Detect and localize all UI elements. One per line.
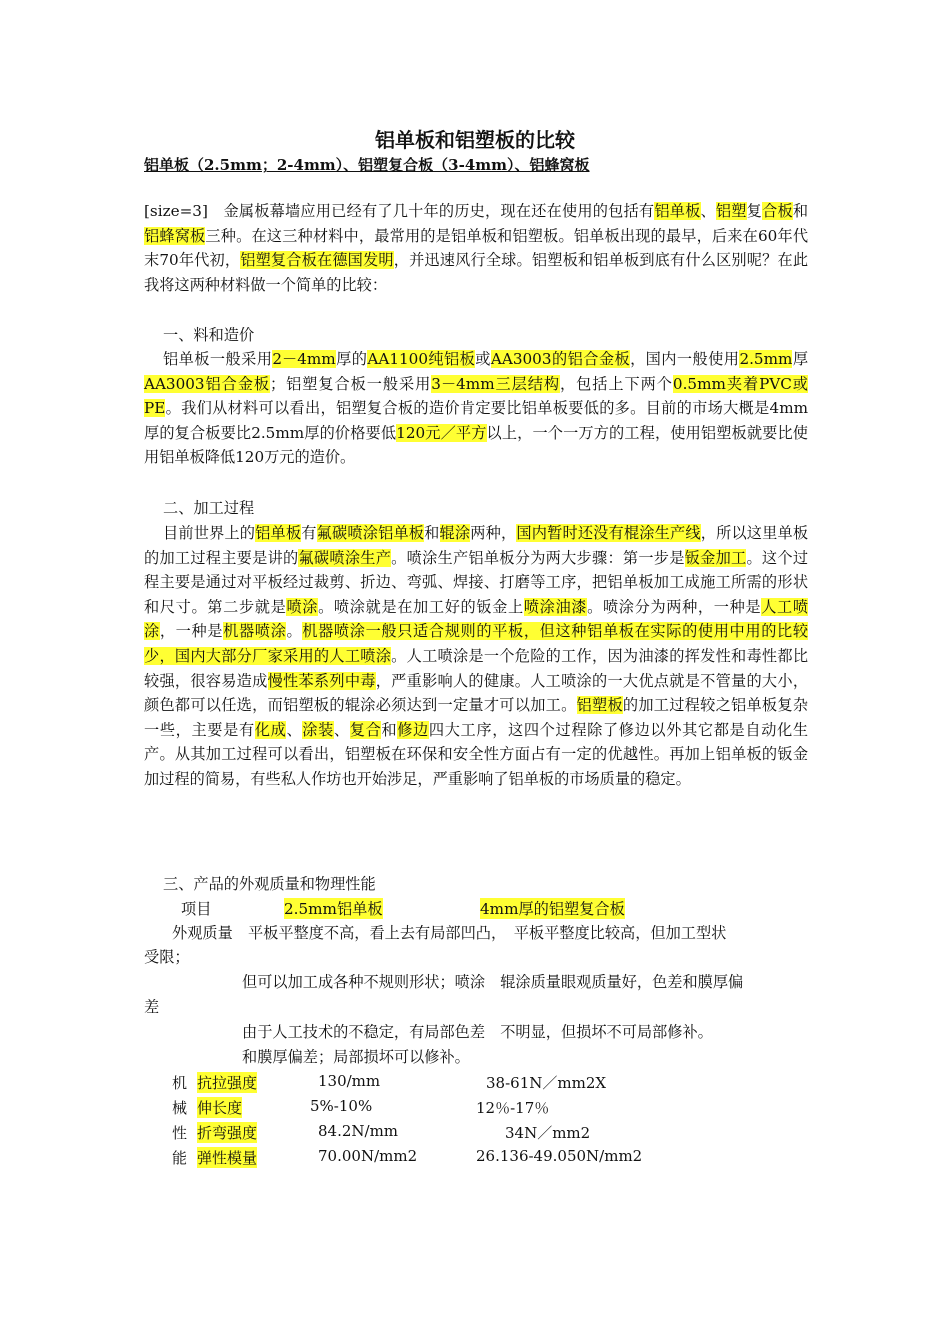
text-run: ，国内一般使用 (630, 350, 740, 368)
text-run: 两种， (470, 524, 517, 542)
text-run: [size=3] 金属板幕墙应用已经有了几十年的历史，现在还在使用的包括有 (144, 202, 655, 220)
text-run: 以上，一个一万方的工程，使用铝塑板就要比使用铝单板降低120万元的造价。 (144, 423, 808, 467)
highlighted-text: 辊涂 (439, 524, 471, 542)
text-run: 和 (381, 720, 398, 739)
section-1-paragraph (144, 347, 808, 470)
text-run: ，严重影响人的健康。人工喷涂的一大优点就是不管量的大小，颜色都可以任选，而铝塑板的辊涂必须达到一定量才可以加工。 (144, 671, 809, 715)
text-run: 厚 (792, 350, 809, 368)
text-run: 。我们从材料可以看出，铝塑复合板的造价肯定要比铝单板要低的多。目前的市场大概是4mm厚的复合板要比2.5mm厚的价格要低 (144, 399, 808, 442)
intro-paragraph (144, 199, 808, 297)
property-label: 抗拉强度 (197, 1074, 258, 1092)
table-header-aluminum-composite: 4mm厚的铝塑复合板 (480, 900, 625, 918)
highlighted-text: 机器喷涂一般只适合规则的平板，但这种铝单板在实际的使用中用的比较少，国内大部分厂家采用的人工喷涂 (144, 622, 809, 665)
highlighted-text: 氟碳喷涂生产 (298, 548, 392, 567)
highlighted-text: 铝塑复合板在德国发明 (240, 251, 394, 270)
property-value-aluminum-composite: 12％-17％ (476, 1099, 550, 1117)
highlighted-text: 合板 (762, 202, 793, 220)
document-title: 铝单板和铝塑板的比较 (375, 128, 575, 152)
highlighted-text: AA1100纯铝板 (367, 350, 476, 368)
highlighted-text: 铝单板 (255, 524, 302, 542)
highlighted-text: 2－4mm (272, 350, 336, 368)
highlighted-text: 化成 (254, 720, 287, 739)
highlighted-text: 喷涂油漆 (523, 597, 588, 616)
text-run: 铝单板一般采用 (163, 350, 273, 368)
highlighted-text: 3－4mm三层结构 (431, 374, 561, 393)
property-value-aluminum-composite: 26.136-49.050N/mm2 (476, 1147, 643, 1165)
text-run: ，并迅速风行全球。铝塑板和铝单板到底有什么区别呢？在此我将这两种材料做一个简单的比较： (144, 251, 809, 294)
text-run: 、 (286, 720, 303, 739)
property-value-aluminum-single: 130/mm (318, 1072, 381, 1090)
highlighted-text: 铝塑板 (576, 696, 623, 715)
text-run: 和 (792, 202, 809, 220)
document-subtitle: 铝单板（2.5mm；2-4mm）、铝塑复合板（3-4mm）、铝蜂窝板 (144, 156, 590, 174)
property-value-aluminum-single: 5%-10% (310, 1097, 373, 1115)
table-header-item: 项目 (181, 900, 212, 918)
property-value-aluminum-single: 84.2N/mm (318, 1122, 399, 1140)
text-run: 。喷涂分为两种，一种是 (587, 597, 762, 616)
highlighted-text: 喷涂 (286, 597, 319, 616)
appearance-line-3: 由于人工技术的不稳定，有局部色差 不明显，但损坏不可局部修补。 (242, 1023, 713, 1041)
appearance-line-4: 和膜厚偏差；局部损坏可以修补。 (242, 1048, 470, 1066)
property-label: 折弯强度 (197, 1124, 258, 1142)
highlighted-text: 慢性苯系列中毒 (267, 671, 376, 690)
highlighted-text: 120元／平方 (396, 423, 487, 442)
section-3-heading: 三、产品的外观质量和物理性能 (163, 875, 376, 893)
property-value-aluminum-composite: 38-61N／mm2X (486, 1074, 607, 1092)
highlighted-text: 氟碳喷涂铝单板 (316, 524, 425, 542)
text-run: 和 (424, 524, 440, 542)
highlighted-text: 人工喷涂 (144, 597, 809, 641)
property-group-char: 械 (172, 1099, 188, 1117)
property-value-aluminum-composite: 34N／mm2 (505, 1124, 591, 1142)
text-run: ；铝塑复合板一般采用 (270, 374, 432, 393)
highlighted-text: 铝单板 (654, 202, 701, 220)
text-run: ，包括上下两个 (560, 374, 673, 393)
highlighted-text: 钣金加工 (684, 548, 747, 567)
text-run: 有 (301, 524, 317, 542)
text-run: 、 (700, 202, 716, 220)
text-run: ，一种是 (159, 622, 224, 641)
section-1-heading: 一、料和造价 (163, 326, 255, 344)
property-group-char: 能 (172, 1149, 188, 1167)
highlighted-text: AA3003铝合金板 (144, 374, 271, 393)
highlighted-text: 复合 (349, 720, 382, 739)
appearance-line-1-wrap: 受限； (144, 948, 190, 966)
text-run: 的加工过程较之铝单板复杂一些，主要是有 (144, 696, 809, 739)
highlighted-text: 修边 (397, 720, 429, 739)
highlighted-text: 机器喷涂 (223, 622, 287, 641)
text-run: 。人工喷涂是一个危险的工作，因为油漆的挥发性和毒性都比较强，很容易造成 (144, 646, 809, 690)
highlighted-text: 铝塑 (715, 202, 747, 220)
appearance-line-2-wrap: 差 (144, 998, 160, 1016)
text-run: 。喷涂生产铝单板分为两大步骤：第一步是 (391, 548, 685, 567)
property-label: 弹性模量 (197, 1149, 258, 1167)
text-run: 或 (475, 350, 491, 368)
section-2-heading: 二、加工过程 (163, 499, 255, 517)
property-group-char: 机 (172, 1074, 188, 1092)
appearance-line-2: 但可以加工成各种不规则形状；喷涂 辊涂质量眼观质量好，色差和膜厚偏 (242, 973, 744, 991)
text-run: 复 (746, 202, 763, 220)
text-run: 。喷涂就是在加工好的钣金上 (318, 597, 524, 616)
highlighted-text: 铝蜂窝板 (144, 226, 206, 245)
text-run: 。 (286, 622, 303, 641)
text-run: 目前世界上的 (163, 524, 256, 542)
section-2-paragraph (144, 521, 808, 792)
text-run: 三种。在这三种材料中，最常用的是铝单板和铝塑板。铝单板出现的最早，后来在60年代末70年代初， (144, 226, 809, 270)
highlighted-text: AA3003的铝合金板 (490, 350, 631, 368)
highlighted-text: 国内暂时还没有棍涂生产线 (516, 524, 701, 542)
property-value-aluminum-single: 70.00N/mm2 (318, 1147, 418, 1165)
appearance-line-1: 外观质量 平板平整度不高，看上去有局部凹凸， 平板平整度比较高，但加工型状 (172, 924, 727, 942)
highlighted-text: 2.5mm (739, 350, 793, 368)
property-label: 伸长度 (197, 1099, 243, 1117)
highlighted-text: 涂装 (302, 720, 334, 739)
text-run: 、 (333, 720, 350, 739)
highlighted-text: 0.5mm夹着PVC或PE (144, 374, 808, 418)
text-run: 。这个过程主要是通过对平板经过裁剪、折边、弯弧、焊接、打磨等工序，把铝单板加工成施工所需的形状和尺寸。第二步就是 (144, 548, 809, 616)
text-run: 四大工序，这四个过程除了修边以外其它都是自动化生产。从其加工过程可以看出，铝塑板在环保和安全性方面占有一定的优越性。再加上铝单板的钣金加过程的简易，有些私人作坊也开始涉足，严重影响了铝单板的市场质量的稳定。 (144, 720, 809, 788)
text-run: 厚的 (335, 350, 368, 368)
text-run: ，所以这里单板的加工过程主要是讲的 (144, 524, 809, 567)
table-header-aluminum-single: 2.5mm铝单板 (284, 900, 383, 918)
property-group-char: 性 (172, 1124, 188, 1142)
